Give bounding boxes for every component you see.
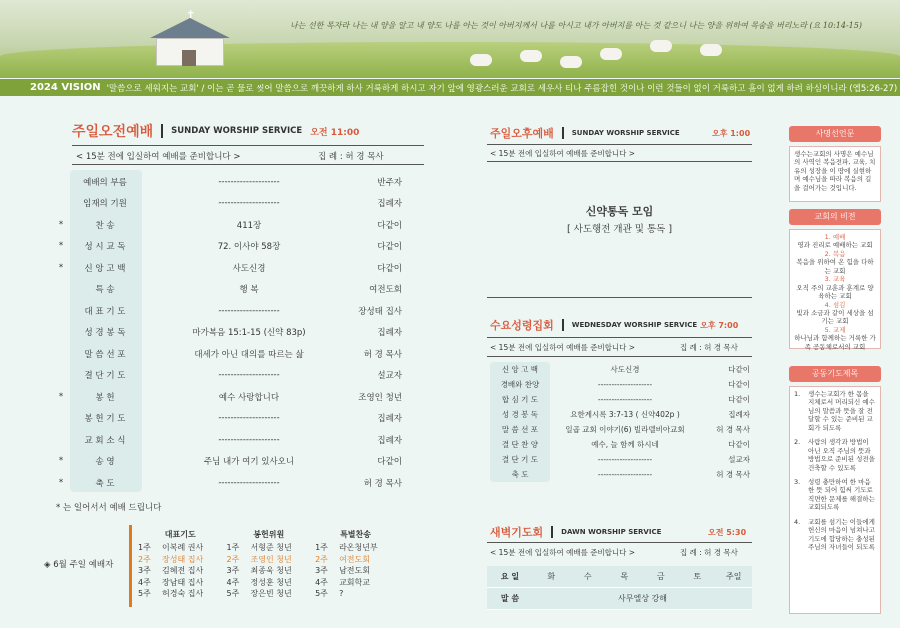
vision-item bbox=[794, 233, 876, 250]
order-row bbox=[56, 450, 402, 473]
vision-item bbox=[794, 301, 876, 326]
order-item-content: -------------------- bbox=[597, 395, 653, 404]
sheep-icon bbox=[470, 54, 492, 66]
schedule-cell: 최종욱 청년 bbox=[250, 566, 292, 576]
order-item-person: 다같이 bbox=[377, 242, 402, 252]
order-item-content: -------------------- bbox=[218, 176, 280, 187]
schedule-cell: 5주 bbox=[226, 589, 240, 599]
afternoon-lead: < 15분 전에 입실하여 예배를 준비합니다 > bbox=[490, 149, 636, 158]
vision-item bbox=[794, 250, 876, 275]
order-item-person: 설교자 bbox=[377, 371, 402, 381]
schedule-cell: 장남태 집사 bbox=[162, 577, 204, 587]
divider bbox=[487, 161, 752, 162]
order-item-person: 다같이 bbox=[377, 457, 402, 467]
schedule-row bbox=[136, 565, 398, 577]
sheep-icon bbox=[600, 48, 622, 60]
afternoon-main: 신약통독 모임 bbox=[585, 205, 654, 218]
order-item-person: 허 경 목사 bbox=[716, 425, 750, 434]
order-item-name: 찬 송 bbox=[95, 220, 115, 231]
order-row bbox=[490, 467, 750, 482]
vision-text: 빛과 소금과 같이 세상을 섬기는 교회 bbox=[796, 308, 874, 326]
order-item-content: 예수 사랑합니다 bbox=[218, 392, 280, 403]
header-banner bbox=[0, 0, 900, 78]
schedule-accent bbox=[129, 525, 132, 607]
schedule-table bbox=[136, 526, 398, 600]
dawn-day: 토 bbox=[693, 572, 702, 581]
order-item-name: 결 단 기 도 bbox=[501, 455, 539, 464]
prayer-number: 3. bbox=[794, 477, 801, 486]
afternoon-time-wrap bbox=[712, 127, 750, 139]
wednesday-title-en: WEDNESDAY WORSHIP SERVICE bbox=[571, 321, 698, 329]
schedule-cell: 5주 bbox=[138, 589, 151, 599]
dawn-time-wrap bbox=[708, 526, 746, 538]
dawn-time: 오전 5:30 bbox=[708, 527, 747, 537]
order-item-person: 다같이 bbox=[728, 380, 750, 389]
vision-text: 오직 주의 교훈과 훈계로 양육하는 교회 bbox=[796, 283, 874, 301]
wednesday-title-kr: 수요성령집회 bbox=[490, 319, 554, 332]
prayer-item bbox=[794, 438, 876, 472]
order-item-person: 다같이 bbox=[728, 395, 750, 404]
divider bbox=[72, 164, 424, 165]
morning-time: 오전 11:00 bbox=[310, 127, 360, 138]
schedule-cell: 교회학교 bbox=[339, 577, 370, 587]
mission-title: 사명선언문 bbox=[789, 126, 881, 142]
order-item-name: 축 도 bbox=[511, 470, 529, 479]
wednesday-leader: 집 례 : 허 경 목사 bbox=[680, 343, 738, 352]
order-row bbox=[56, 428, 402, 451]
afternoon-time: 오후 1:00 bbox=[712, 128, 751, 138]
order-item-person: 허 경 목사 bbox=[363, 349, 402, 360]
schedule-cell: 1주 bbox=[138, 543, 151, 553]
standing-mark: * bbox=[58, 241, 64, 251]
order-item-person: 반주자 bbox=[377, 177, 402, 188]
order-item-person: 다같이 bbox=[728, 440, 750, 449]
order-item-content: -------------------- bbox=[597, 380, 653, 389]
order-item-name: 성 경 봉 독 bbox=[501, 410, 539, 419]
standing-note: * 는 일어서서 예배 드립니다 bbox=[56, 503, 162, 513]
schedule-cell: 김혜전 집사 bbox=[162, 566, 204, 576]
order-row bbox=[56, 321, 402, 344]
order-item-person: 집례자 bbox=[377, 328, 402, 338]
prayer-item bbox=[794, 390, 876, 432]
afternoon-title bbox=[490, 125, 680, 141]
dawn-schedule bbox=[487, 566, 752, 610]
standing-mark: * bbox=[58, 456, 64, 466]
order-item-person: 장성태 집사 bbox=[358, 306, 402, 317]
church-illustration: ✝ bbox=[150, 18, 230, 66]
afternoon-sub: [ 사도행전 개관 및 통독 ] bbox=[566, 224, 673, 235]
morning-title-kr: 주일오전예배 bbox=[72, 124, 154, 140]
schedule-cell: ? bbox=[339, 589, 344, 599]
order-item-content: -------------------- bbox=[218, 370, 280, 380]
order-item-name: 교 회 소 식 bbox=[84, 435, 126, 446]
dawn-days-row bbox=[487, 566, 752, 588]
order-item-content: 72. 이사야 58장 bbox=[217, 242, 281, 252]
afternoon-title-kr: 주일오후예배 bbox=[490, 127, 554, 140]
order-item-person: 집례자 bbox=[377, 414, 402, 424]
order-item-name: 예배의 부름 bbox=[83, 177, 127, 188]
schedule-cell: 조영인 청년 bbox=[250, 554, 292, 564]
divider bbox=[487, 337, 752, 338]
schedule-row bbox=[136, 554, 398, 566]
schedule-header: 대표기도 bbox=[164, 529, 196, 539]
order-item-person: 설교자 bbox=[728, 455, 750, 464]
schedule-cell: 4주 bbox=[226, 577, 240, 587]
vision-key: 3. 교육 bbox=[824, 275, 846, 284]
dawn-day: 목 bbox=[620, 572, 629, 581]
standing-mark: * bbox=[58, 219, 64, 230]
morning-title bbox=[72, 122, 359, 140]
order-row bbox=[56, 278, 402, 301]
morning-lead: < 15분 전에 입실하여 예배를 준비합니다 > bbox=[76, 152, 241, 162]
order-row bbox=[56, 235, 402, 258]
order-item-content: 요한계시록 3:7-13 ( 신약402p ) bbox=[570, 410, 680, 419]
prayer-number: 4. bbox=[794, 517, 801, 526]
schedule-cell: 라온청년부 bbox=[339, 543, 378, 553]
order-item-content: 사도신경 bbox=[610, 365, 640, 374]
schedule-cell: 3주 bbox=[138, 566, 151, 576]
order-item-name: 봉 헌 bbox=[95, 392, 115, 403]
dawn-word-label: 말 씀 bbox=[500, 594, 520, 603]
order-item-content: 예수, 늘 함께 하시네 bbox=[591, 440, 659, 449]
order-row bbox=[56, 192, 402, 215]
mission-text: 생수는교회의 사명은 예수님의 사역인 복음전파, 교육, 치유의 성장을 이 땅에 실현하며 예수님을 따라 복음의 길을 걸어가는 것입니다. bbox=[789, 146, 881, 202]
order-row bbox=[56, 471, 402, 494]
divider bbox=[487, 297, 752, 298]
prayer-number: 2. bbox=[794, 438, 801, 447]
order-row bbox=[490, 407, 750, 422]
order-item-person: 허 경 목사 bbox=[363, 478, 402, 489]
order-item-content: 사도신경 bbox=[232, 263, 266, 274]
schedule-cell: 2주 bbox=[138, 554, 151, 564]
order-item-content: -------------------- bbox=[218, 198, 280, 208]
order-item-person: 집례자 bbox=[377, 435, 402, 446]
dawn-lead: < 15분 전에 입실하여 예배를 준비합니다 > bbox=[490, 548, 636, 557]
order-item-name: 축 도 bbox=[95, 478, 115, 489]
order-item-person: 다같이 bbox=[377, 220, 402, 231]
order-item-content: 마가복음 15:1-15 (신약 83p) bbox=[192, 328, 306, 338]
vision-bar bbox=[0, 79, 900, 96]
order-item-person: 허 경 목사 bbox=[716, 470, 750, 479]
schedule-row bbox=[136, 577, 398, 589]
sheep-icon bbox=[700, 44, 722, 56]
schedule-cell: 여전도회 bbox=[339, 554, 370, 564]
order-item-person: 다같이 bbox=[377, 263, 402, 274]
morning-title-en: SUNDAY WORSHIP SERVICE bbox=[171, 126, 303, 136]
standing-mark: * bbox=[58, 391, 64, 402]
schedule-cell: 4주 bbox=[315, 577, 328, 587]
prayer-list bbox=[789, 386, 881, 614]
order-item-person: 여전도회 bbox=[369, 285, 402, 295]
order-row bbox=[56, 407, 402, 430]
schedule-cell: 정성훈 청년 bbox=[250, 577, 292, 587]
schedule-cell: 남전도회 bbox=[339, 566, 370, 576]
dawn-title-en: DAWN WORSHIP SERVICE bbox=[561, 528, 662, 536]
order-item-content: 411장 bbox=[236, 220, 262, 231]
schedule-cell: 3주 bbox=[226, 566, 240, 576]
order-item-name: 대 표 기 도 bbox=[84, 306, 126, 317]
order-row bbox=[56, 299, 402, 322]
prayer-item bbox=[794, 518, 876, 552]
order-item-content: 주님 내가 여기 있사오니 bbox=[203, 457, 295, 467]
dawn-day: 화 bbox=[547, 572, 556, 581]
schedule-row bbox=[136, 542, 398, 554]
vision-text: 하나님과 함께하는 거룩한 가족 공동체로서의 교회 bbox=[794, 334, 876, 351]
order-item-person: 다같이 bbox=[728, 365, 750, 374]
vision-key: 5. 교제 bbox=[824, 325, 846, 334]
order-item-content: 일곱 교회 이야기(6) 빌라델비아교회 bbox=[565, 425, 685, 434]
order-item-name: 결 단 기 도 bbox=[84, 371, 126, 381]
prayer-number: 1. bbox=[794, 390, 801, 398]
morning-leader: 집 례 : 허 경 목사 bbox=[318, 152, 384, 162]
dawn-title bbox=[490, 524, 661, 540]
vision-key: 1. 예배 bbox=[824, 233, 846, 241]
order-item-content: -------------------- bbox=[597, 455, 653, 464]
vision-item bbox=[794, 326, 876, 351]
order-item-content: -------------------- bbox=[218, 434, 280, 445]
schedule-cell: 3주 bbox=[315, 566, 328, 576]
prayer-text: 성령 충만하여 한 마음 한 뜻 되어 힘써 기도로 직면한 문제를 해결하는 교회되도록 bbox=[808, 477, 875, 512]
banner-verse: 나는 선한 목자라 나는 내 양을 알고 내 양도 나를 아는 것이 아버지께서 나를 아시고 내가 아버지를 아는 것 같으니 나는 양을 위하여 목숨을 버리노라 (요 10:14-15) bbox=[290, 21, 862, 30]
dawn-day: 주일 bbox=[726, 572, 742, 581]
vision-key: 2. 복음 bbox=[824, 249, 846, 258]
vision-text: 영과 진리로 예배하는 교회 bbox=[797, 241, 873, 250]
order-item-name: 특 송 bbox=[95, 285, 115, 295]
vision-text: '말씀으로 세워지는 교회' / 이는 곧 물로 씻어 말씀으로 깨끗하게 하사 거룩하게 하시고 자기 앞에 영광스러운 교회로 세우사 티나 주름잡힌 것이나 이런 것들이 없이 거룩하고 흠이 없게 하려 하심이니라 (엡5:26-27) bbox=[106, 83, 898, 94]
order-row bbox=[490, 452, 750, 467]
order-item-name: 경배와 찬양 bbox=[500, 380, 540, 389]
prayer-text: 교회를 섬기는 이들에게 헌신의 마음이 넘쳐나고 기도에 합당하는 충성된 주님의 자녀들이 되도록 bbox=[808, 517, 875, 551]
wednesday-lead: < 15분 전에 입실하여 예배를 준비합니다 > bbox=[490, 343, 636, 352]
dawn-day: 수 bbox=[583, 572, 592, 581]
standing-mark: * bbox=[58, 262, 64, 273]
order-row bbox=[56, 170, 402, 193]
schedule-row bbox=[136, 588, 398, 600]
order-row bbox=[56, 385, 402, 408]
order-item-person: 집례자 bbox=[377, 199, 402, 209]
order-item-content: -------------------- bbox=[597, 470, 653, 479]
schedule-cell: 장성태 집사 bbox=[162, 554, 204, 564]
order-item-name: 임재의 기원 bbox=[83, 199, 127, 209]
dawn-word-row bbox=[487, 588, 752, 610]
schedule-cell: 1주 bbox=[226, 543, 240, 553]
order-row bbox=[490, 362, 750, 377]
sheep-icon bbox=[520, 50, 542, 62]
order-item-content: 대세가 아닌 대의를 따르는 삶 bbox=[194, 349, 304, 360]
order-item-name: 신 앙 고 백 bbox=[501, 365, 539, 374]
schedule-cell: 장은빈 청년 bbox=[250, 589, 292, 599]
order-row bbox=[490, 422, 750, 437]
vision-key: 4. 섬김 bbox=[824, 300, 846, 309]
order-row bbox=[490, 377, 750, 392]
wednesday-time: 오후 7:00 bbox=[700, 320, 739, 330]
vision-title: 교회의 비전 bbox=[789, 209, 881, 225]
order-item-name: 송 영 bbox=[95, 457, 115, 467]
divider bbox=[487, 542, 752, 543]
sheep-icon bbox=[650, 40, 672, 52]
schedule-cell: 2주 bbox=[226, 554, 240, 564]
prayer-text: 생수는교회가 한 몸을 지체로서 머리되신 예수님의 말씀과 뜻을 잘 전달할 수 있는 준비된 교회가 되도록 bbox=[808, 390, 875, 432]
hill-image bbox=[0, 42, 900, 78]
schedule-cell: 이복례 권사 bbox=[162, 543, 204, 553]
schedule-cell: 허경숙 집사 bbox=[162, 589, 204, 599]
schedule-cell: 2주 bbox=[315, 554, 328, 564]
dawn-leader: 집 례 : 허 경 목사 bbox=[680, 548, 738, 557]
dawn-day-label: 요 일 bbox=[500, 572, 520, 581]
order-row bbox=[490, 392, 750, 407]
order-row bbox=[56, 342, 402, 365]
order-item-person: 집례자 bbox=[728, 410, 750, 419]
vision-text: 복음을 위하여 온 힘을 다하는 교회 bbox=[796, 258, 874, 275]
divider bbox=[72, 145, 424, 146]
order-item-name: 결 단 찬 양 bbox=[501, 440, 539, 449]
schedule-label: ◈ 6월 주일 예배자 bbox=[44, 560, 114, 570]
dawn-word: 사무엘상 강해 bbox=[618, 594, 667, 603]
schedule-cell: 서형준 청년 bbox=[250, 543, 292, 553]
order-item-content: -------------------- bbox=[218, 305, 280, 316]
wednesday-title bbox=[490, 317, 738, 333]
dawn-title-kr: 새벽기도회 bbox=[490, 526, 544, 539]
dawn-day: 금 bbox=[656, 572, 665, 581]
order-item-content: -------------------- bbox=[218, 413, 280, 423]
prayer-title: 공동기도제목 bbox=[789, 366, 881, 382]
schedule-cell: 5주 bbox=[315, 589, 328, 599]
divider bbox=[487, 356, 752, 357]
order-row bbox=[490, 437, 750, 452]
schedule-header: 봉헌위원 bbox=[253, 529, 285, 539]
divider bbox=[487, 144, 752, 145]
vision-item bbox=[794, 275, 876, 300]
sheep-icon bbox=[560, 56, 582, 68]
schedule-cell: 1주 bbox=[315, 543, 328, 553]
order-item-name: 신 앙 고 백 bbox=[84, 263, 126, 274]
order-item-content: 행 복 bbox=[239, 285, 259, 295]
standing-mark: * bbox=[58, 477, 64, 488]
schedule-header: 특별찬송 bbox=[340, 529, 371, 539]
order-row bbox=[56, 213, 402, 236]
prayer-text: 사람의 생각과 방법이 아닌 오직 주님의 뜻과 방법으로 준비된 성전을 건축할 수 있도록 bbox=[808, 438, 875, 472]
prayer-item bbox=[794, 478, 876, 512]
schedule-cell: 4주 bbox=[138, 577, 151, 587]
vision-heading: 2024 VISION bbox=[30, 82, 101, 93]
order-item-name: 말 씀 선 포 bbox=[501, 425, 539, 434]
vision-list bbox=[789, 229, 881, 349]
order-item-content: -------------------- bbox=[218, 477, 280, 488]
order-item-name: 말 씀 선 포 bbox=[84, 349, 126, 360]
order-item-name: 성 경 봉 독 bbox=[84, 328, 126, 338]
order-item-name: 합 심 기 도 bbox=[501, 395, 539, 404]
order-item-name: 봉 헌 기 도 bbox=[84, 414, 126, 424]
order-item-name: 성 시 교 독 bbox=[84, 242, 126, 252]
order-row bbox=[56, 256, 402, 279]
order-row bbox=[56, 364, 402, 387]
afternoon-title-en: SUNDAY WORSHIP SERVICE bbox=[571, 129, 680, 137]
order-item-person: 조영인 청년 bbox=[358, 392, 402, 403]
